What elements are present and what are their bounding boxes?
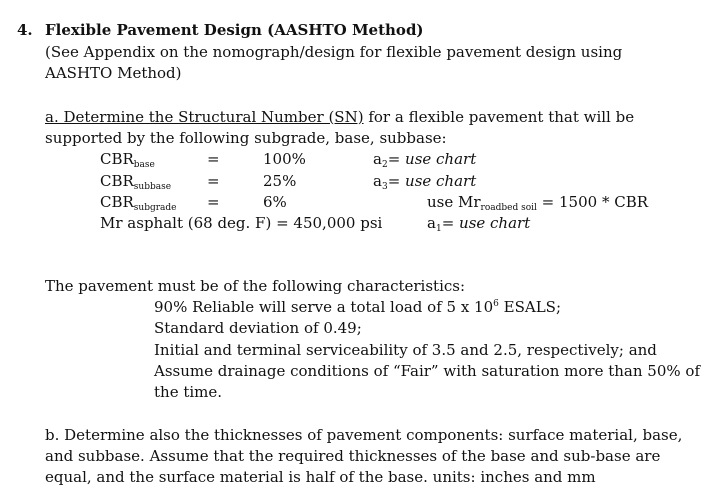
cbr-base-value: 100% bbox=[263, 150, 306, 168]
cbr-base-label: $CBR_{base}$ bbox=[100, 150, 155, 170]
mr-roadbed-formula: use $Mr_{roadbed soil} = 1500$ * CBR bbox=[427, 193, 649, 213]
a3-coefficient: $a_3=$ use chart bbox=[373, 172, 477, 192]
cbr-subbase-value: 25% bbox=[263, 172, 297, 190]
cbr-subbase-label: $CBR_{subbase}$ bbox=[100, 172, 172, 192]
drainage-line: Assume drainage conditions of “Fair” with saturation more than 50% of bbox=[154, 362, 700, 380]
item-number: 4. bbox=[17, 21, 33, 39]
part-a-intro bbox=[45, 107, 634, 127]
part-a-intro-rest: for a flexible pavement that will be bbox=[363, 108, 635, 126]
cbr-subbase-eq: = bbox=[207, 172, 220, 190]
part-b-line2: and subbase. Assume that the required thicknesses of the base and sub-base are bbox=[45, 447, 661, 465]
cbr-base-eq: = bbox=[207, 150, 220, 168]
appendix-note-line1: (See Appendix on the nomograph/design for flexible pavement design using bbox=[45, 43, 623, 61]
cbr-subgrade-value: 6% bbox=[263, 193, 287, 211]
section-title: Flexible Pavement Design (AASHTO Method) bbox=[45, 21, 424, 39]
part-b-line3: equal, and the surface material is half of the base. units: inches and mm bbox=[45, 468, 596, 486]
part-a-underlined: a. Determine the Structural Number (SN) bbox=[45, 108, 364, 126]
part-a-intro-line2: supported by the following subgrade, base, subbase: bbox=[45, 129, 447, 147]
serviceability-line: Initial and terminal serviceability of 3.5 and 2.5, respectively; and bbox=[154, 341, 657, 359]
a2-coefficient: $a_2=$ use chart bbox=[373, 150, 477, 170]
cbr-subgrade-label: $CBR_{subgrade}$ bbox=[100, 193, 177, 213]
cbr-subgrade-eq: = bbox=[207, 193, 220, 211]
std-deviation-line: Standard deviation of 0.49; bbox=[154, 319, 362, 337]
mr-asphalt: Mr asphalt (68 deg. F) = 450,000 psi bbox=[100, 214, 383, 232]
appendix-note-line2: AASHTO Method) bbox=[45, 64, 182, 82]
part-b-line1: b. Determine also the thicknesses of pavement components: surface material, base, bbox=[45, 426, 683, 444]
reliability-line: 90% Reliable will serve a total load of 5 x $10^6$ ESALS; bbox=[154, 298, 562, 316]
a1-coefficient: $a_1=$ use chart bbox=[427, 214, 531, 234]
drainage-line-end: the time. bbox=[154, 383, 223, 401]
characteristics-intro: The pavement must be of the following characteristics: bbox=[45, 277, 466, 295]
